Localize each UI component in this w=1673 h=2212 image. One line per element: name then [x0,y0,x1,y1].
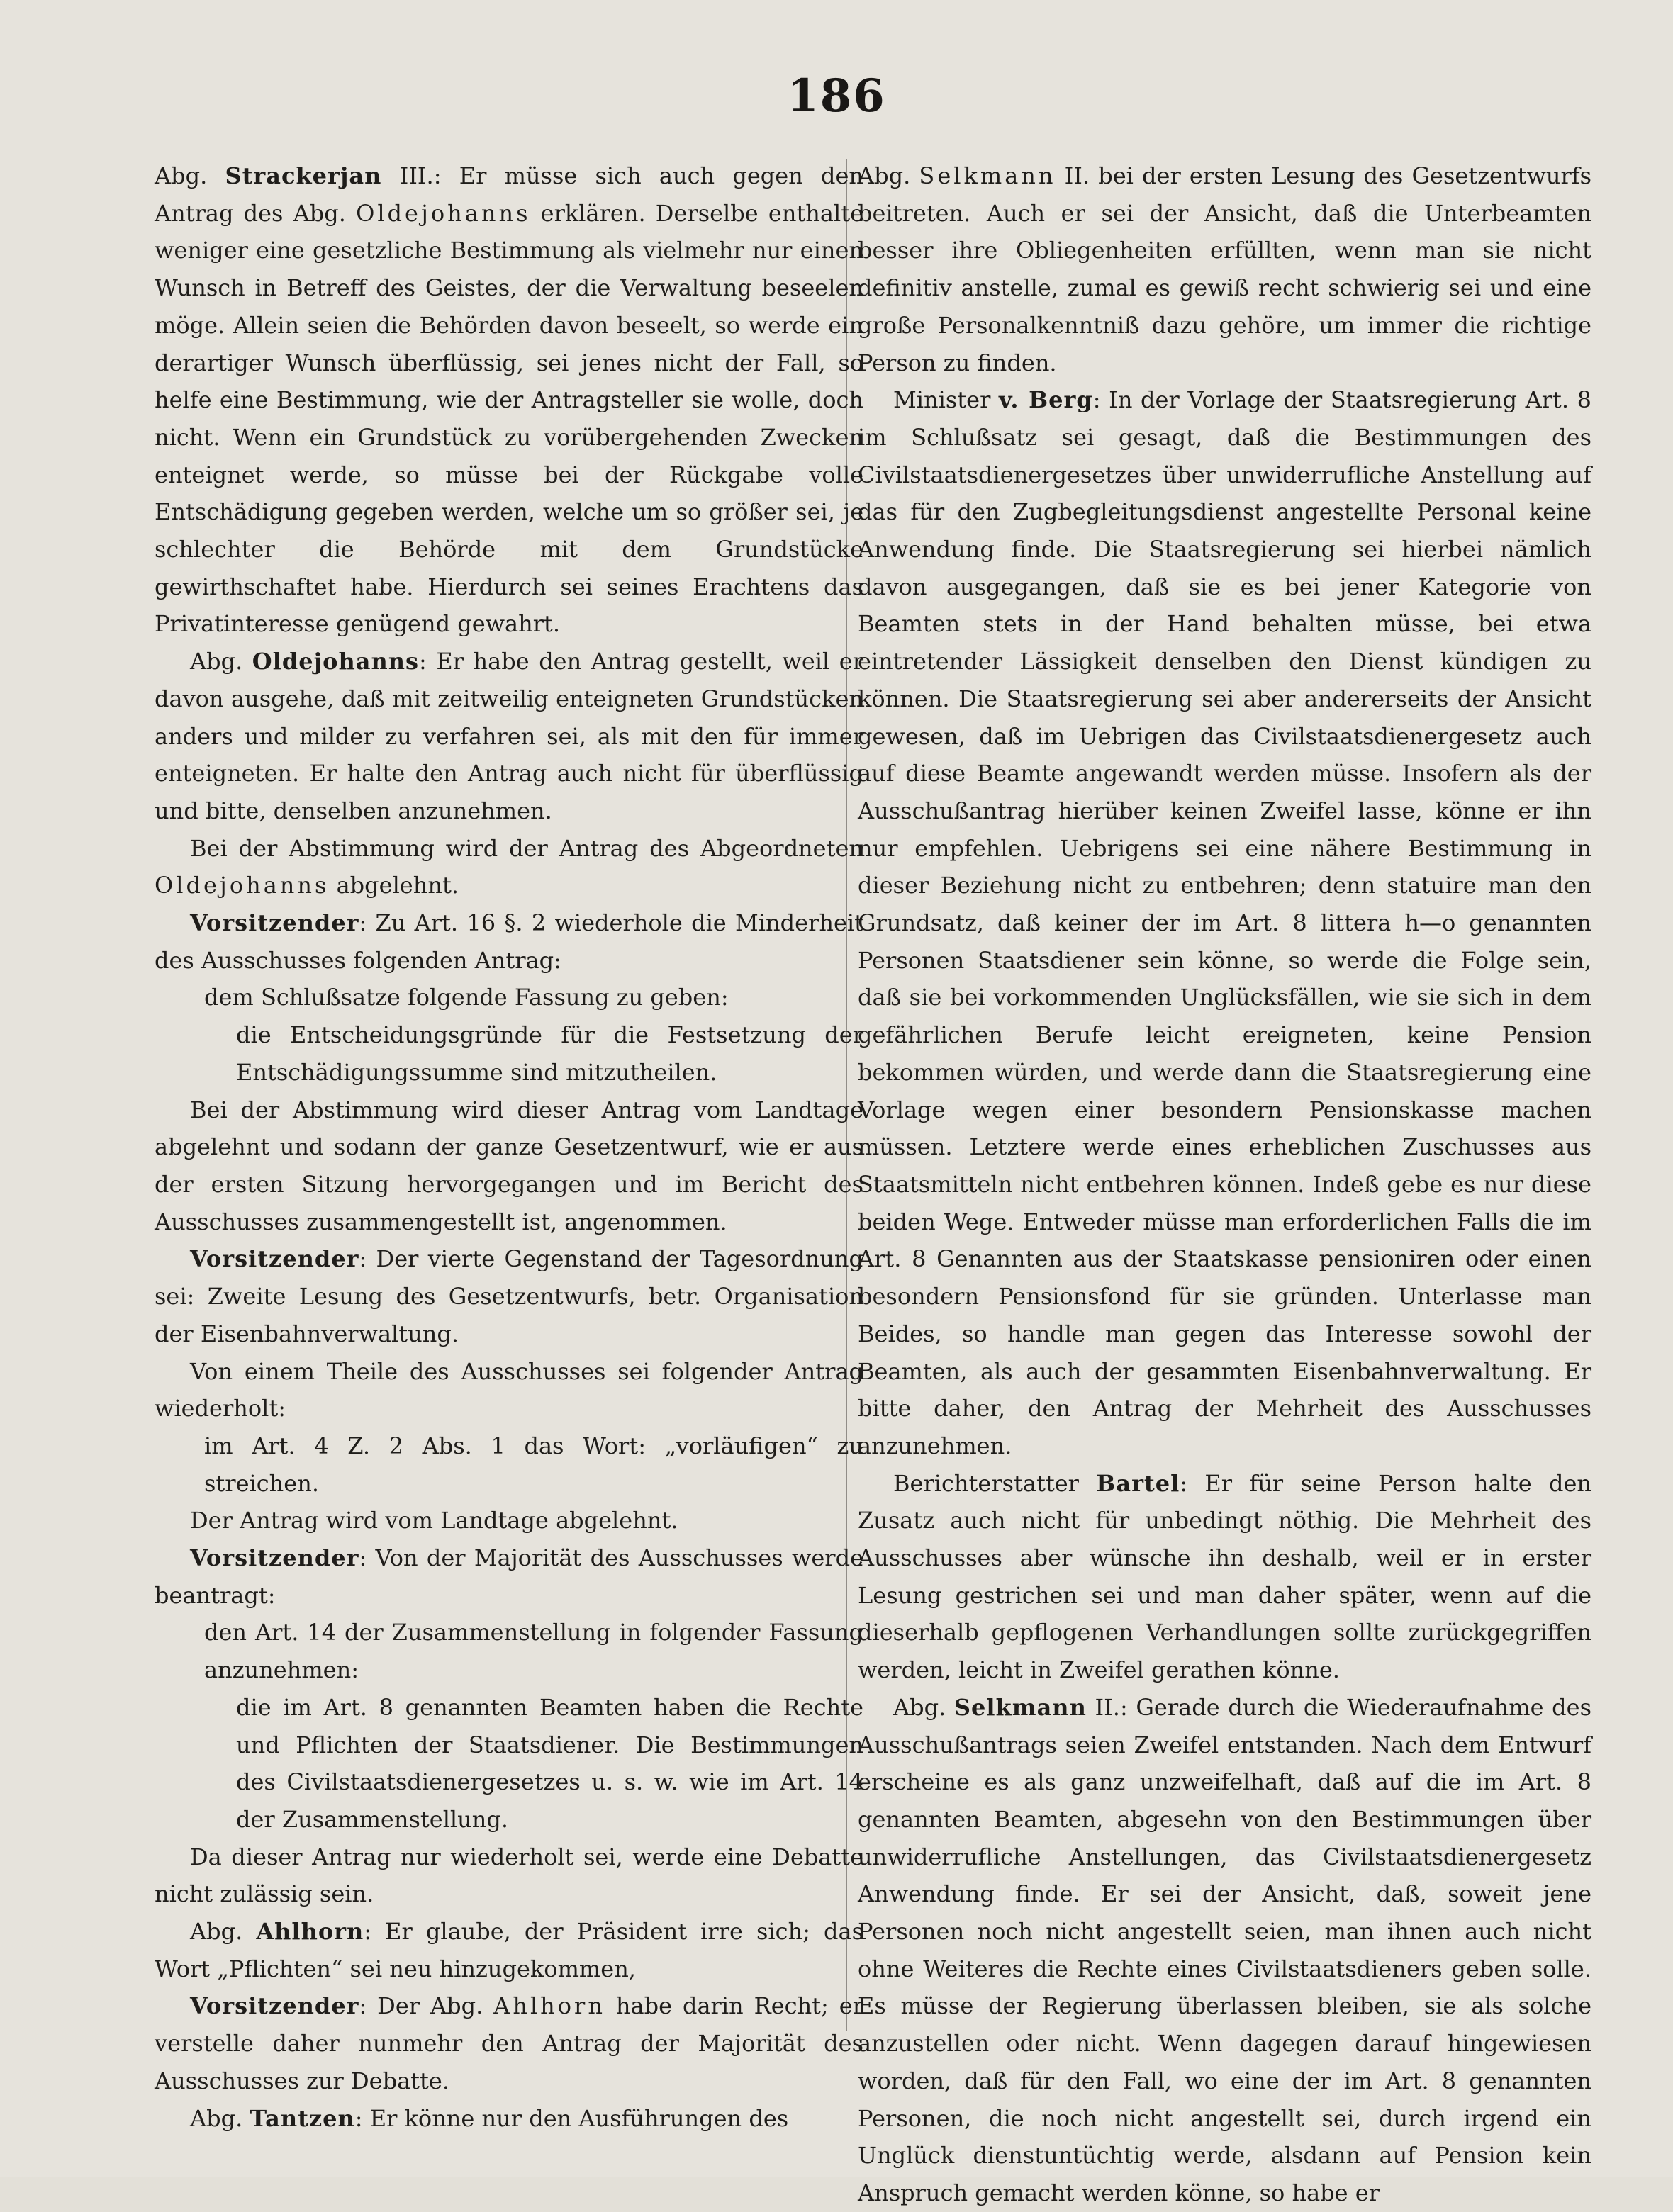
left-column [155,157,863,2137]
speech-text: II. bei der ersten Lesung des Gesetzentwurfs beitreten. Auch er sei der Ansicht, daß die Unterbeamten besser ihre Obliegenheiten erfüllten, wenn man sie nicht definitiv anstelle, zumal es gewiß recht schwierig sei und eine große Personalkenntniß dazu gehöre, um immer die richtige Person zu finden. [858,162,1592,376]
speech-text: : In der Vorlage der Staatsregierung Art. 8 im Schlußsatz sei gesagt, daß die Bestimmungen des Civilstaatsdienergesetzes über unwiderrufliche Anstellung auf das für den Zugbegleitungsdienst angestellte Personal keine Anwendung finde. Die Staatsregierung sei hierbei nämlich davon ausgegangen, daß sie es bei jener Kategorie von Beamten stets in der Hand behalten müsse, bei etwa eintretender Lässigkeit denselben den Dienst kündigen zu können. Die Staatsregierung sei aber andererseits der Ansicht gewesen, daß im Uebrigen das Civilstaatsdienergesetz auch auf diese Beamte angewandt werden müsse. Insofern als der Ausschußantrag hierüber keinen Zweifel lasse, könne er ihn nur empfehlen. Uebrigens sei eine nähere Bestimmung in dieser Beziehung nicht zu entbehren; denn statuire man den Grundsatz, daß keiner der im Art. 8 littera h—o genannten Personen Staatsdiener sein könne, so werde die Folge sein, daß sie bei vorkommenden Unglücksfällen, wie sie sich in dem gefährlichen Berufe leicht ereigneten, keine Pension bekommen würden, und werde dann die Staatsregierung eine Vorlage wegen einer besondern Pensionskasse machen müssen. Letztere werde eines erheblichen Zuschusses aus Staatsmitteln nicht entbehren können. Indeß gebe es nur diese beiden Wege. Entweder müsse man erforderlichen Falls die im Art. 8 Genannten aus der Staatskasse pensioniren oder einen besondern Pensionsfond für sie gründen. Unterlasse man Beides, so handle man gegen das Interesse sowohl der Beamten, als auch der gesammten Eisenbahnverwaltung. Er bitte daher, den Antrag der Mehrheit des Ausschusses anzunehmen. [858,386,1592,1459]
paragraph-committee-motion: Von einem Theile des Ausschusses sei folgender Antrag wiederholt: [155,1357,863,1422]
spaced-name: Selkmann [919,162,1056,189]
speaker-name: Vorsitzender [190,1245,359,1273]
speech-text: : Er für seine Person halte den Zusatz auch nicht für unbedingt nöthig. Die Mehrheit des Ausschusses aber wünsche ihn deshalb, weil er in erster Lesung gestrichen sei und man daher später, wenn auf die dieserhalb gepflogenen Verhandlungen sollte zurückgegriffen werden, leicht in Zweifel gerathen könne. [858,1469,1592,1684]
speaker-name: Oldejohanns [252,648,420,675]
abbr-abg: Abg. [858,162,911,189]
spaced-name: Oldejohanns [155,872,330,899]
speaker-name: Tantzen [250,2104,355,2132]
speaker-name: Vorsitzender [190,1992,359,2020]
right-column [858,157,1591,2212]
paragraph-chair-4 [155,1987,863,2099]
speech-text: habe darin Recht; er verstelle daher nunmehr den Antrag der Majorität des Ausschusses zur Debatte. [155,1992,864,2094]
paragraph-minister-berg [858,381,1591,1464]
abbr-abg: Abg. [190,648,243,675]
speaker-name: Bartel [1096,1469,1180,1497]
title-minister: Minister [893,386,991,414]
speaker-name: Selkmann [953,1693,1087,1721]
speech-text: : Er glaube, der Präsident irre sich; das Wort „Pflichten“ sei neu hinzugekommen, [155,1918,864,1982]
abbr-abg: Abg. [893,1693,946,1721]
paragraph-chair-2 [155,1240,863,1352]
abbr-abg: Abg. [155,162,208,189]
motion-text: die Entscheidungsgründe für die Festsetzung der Entschädigungssumme sind mitzutheilen. [236,1021,863,1086]
paragraph-strackerjan [155,157,863,643]
speech-text: : Von der Majorität des Ausschusses werde beantragt: [155,1544,863,1609]
motion-text: im Art. 4 Z. 2 Abs. 1 das Wort: „vorläufigen“ zu streichen. [204,1432,863,1497]
paragraph-selkmann-2 [858,1689,1591,2212]
speech-text: : Der vierte Gegenstand der Tagesordnung sei: Zweite Lesung des Gesetzentwurfs, betr. Organisation der Eisenbahnverwaltung. [155,1245,863,1347]
page-number: 186 [787,69,886,123]
paragraph-ahlhorn [155,1913,863,1987]
paragraph-selkmann-1 [858,157,1591,381]
paragraph-vote-2: Bei der Abstimmung wird dieser Antrag vom Landtage abgelehnt und sodann der ganze Gesetzentwurf, wie er aus der ersten Sitzung hervorgegangen und im Bericht des Ausschusses zusammengestellt ist, angenommen. [155,1096,863,1235]
paragraph-chair-3 [155,1539,863,1614]
speech-text: : Zu Art. 16 §. 2 wiederhole die Minderheit des Ausschusses folgenden Antrag: [155,909,863,974]
speech-text: Bei der Abstimmung wird der Antrag des Abgeordneten [190,834,863,862]
speech-text: abgelehnt. [336,872,459,899]
speech-text: : Er habe den Antrag gestellt, weil er davon ausgehe, daß mit zeitweilig enteigneten Grundstücken anders und milder zu verfahren sei, als mit den für immer enteigneten. Er halte den Antrag auch nicht für überflüssig und bitte, denselben anzunehmen. [155,648,864,824]
speech-text: III.: Er müsse sich auch gegen den Antrag des Abg. [155,162,864,227]
paragraph-no-debate: Da dieser Antrag nur wiederholt sei, werde eine Debatte nicht zulässig sein. [155,1843,863,1908]
paragraph-oldejohanns [155,643,863,830]
speaker-name: Strackerjan [225,162,382,189]
speaker-name: Vorsitzender [190,909,359,937]
speech-text: : Der Abg. [359,1992,483,2020]
abbr-abg: Abg. [190,2104,243,2132]
speaker-name: Vorsitzender [190,1544,359,1572]
motion-text: den Art. 14 der Zusammenstellung in folgender Fassung anzunehmen: [204,1619,863,1684]
paragraph-chair-1 [155,904,863,979]
speech-text: II.: Gerade durch die Wiederaufnahme des Ausschußantrags seien Zweifel entstanden. Nach dem Entwurf erscheine es als ganz unzweifelhaft, daß auf die im Art. 8 genannten Beamten, abgesehn von den Bestimmungen über unwiderrufliche Anstellungen, das Civilstaatsdienergesetz Anwendung finde. Er sei der Ansicht, daß, soweit jene Personen noch nicht angestellt seien, man ihnen auch nicht ohne Weiteres die Rechte eines Civilstaatsdieners geben solle. Es müsse der Regierung überlassen bleiben, sie als solche anzustellen oder nicht. Wenn dagegen darauf hingewiesen worden, daß für den Fall, wo eine der im Art. 8 genannten Personen, die noch nicht angestellt sei, durch irgend ein Unglück dienstuntüchtig werde, alsdann auf Pension kein Anspruch gemacht werden könne, so habe er [858,1693,1592,2206]
paragraph-tantzen [155,2100,863,2138]
title-rapporteur: Berichterstatter [893,1469,1079,1497]
abbr-abg: Abg. [190,1918,243,1946]
paragraph-rejected: Der Antrag wird vom Landtage abgelehnt. [190,1507,678,1534]
speech-text: erklären. Derselbe enthalte weniger eine gesetzliche Bestimmung als vielmehr nur einen Wunsch in Betreff des Geistes, der die Verwaltung beseelen möge. Allein seien die Behörden davon beseelt, so werde ein derartiger Wunsch überflüssig, sei jenes nicht der Fall, so helfe eine Bestimmung, wie der Antragsteller sie wolle, doch nicht. Wenn ein Grundstück zu vorübergehenden Zwecken enteignet werde, so müsse bei der Rückgabe volle Entschädigung gegeben werden, welche um so größer sei, je schlechter die Behörde mit dem Grundstücke gewirthschaftet habe. Hierdurch sei seines Erachtens das Privatinteresse genügend gewahrt. [155,199,864,638]
speaker-name: v. Berg [999,386,1093,414]
speaker-name: Ahlhorn [256,1918,364,1946]
spaced-name: Ahlhorn [493,1992,605,2020]
motion-text: dem Schlußsatze folgende Fassung zu geben: [204,984,729,1011]
paragraph-vote-result [155,830,863,904]
paragraph-bartel [858,1465,1591,1689]
spaced-name: Oldejohanns [356,199,531,227]
speech-text: : Er könne nur den Ausführungen des [354,2104,789,2132]
motion-text: die im Art. 8 genannten Beamten haben die Rechte und Pflichten der Staatsdiener. Die Bestimmungen des Civilstaatsdienergesetzes u. s. w. wie im Art. 14 der Zusammenstellung. [236,1693,863,1833]
